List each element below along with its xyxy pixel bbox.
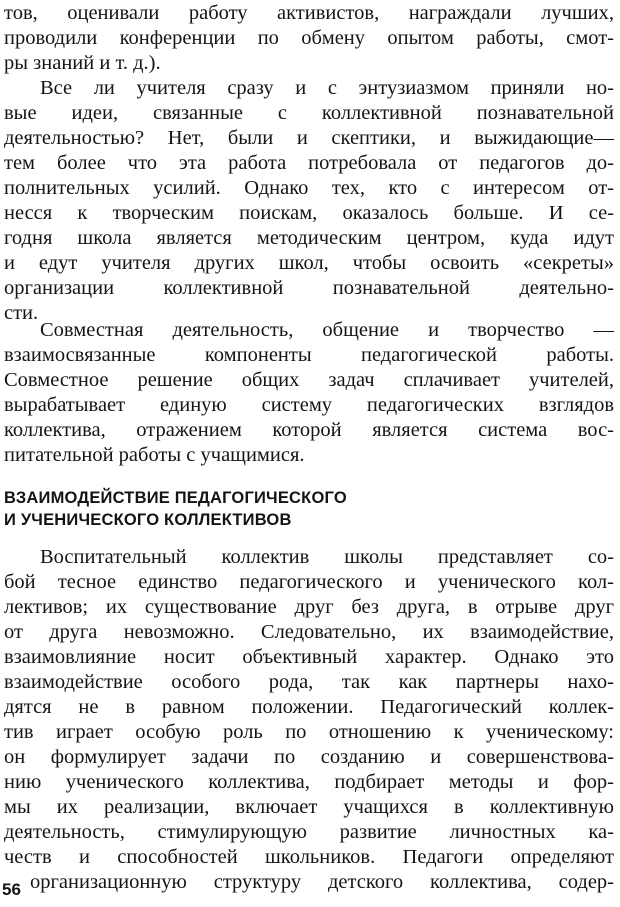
- section-heading-line: ВЗАИМОДЕЙСТВИЕ ПЕДАГОГИЧЕСКОГО: [4, 489, 347, 507]
- text-line: взаимовлияние носит объективный характер. Однако это: [4, 646, 614, 668]
- text-line: ры знаний и т. д.).: [4, 52, 161, 74]
- section-heading-line: И УЧЕНИЧЕСКОГО КОЛЛЕКТИВОВ: [4, 511, 292, 529]
- text-line: бой тесное единство педагогического и ученического кол-: [4, 571, 614, 593]
- text-line: тем более что эта работа потребовала от педагогов до-: [4, 152, 614, 174]
- text-line: питательной работы с учащимися.: [4, 444, 305, 466]
- text-line: Все ли учителя сразу и с энтузиазмом приняли но-: [40, 77, 614, 99]
- text-line: вырабатывает единую систему педагогических взглядов: [4, 394, 614, 416]
- text-line: Совместное решение общих задач сплачивает учителей,: [4, 369, 614, 391]
- text-line: лективов; их существование друг без друга, в отрыве друг: [4, 596, 614, 618]
- text-line: и едут учителя других школ, чтобы освоить «секреты»: [4, 252, 614, 274]
- text-line: проводили конференции по обмену опытом работы, смот-: [4, 27, 614, 49]
- text-line: организационную структуру детского коллектива, содер-: [30, 871, 614, 893]
- text-line: нию ученического коллектива, подбирает методы и фор-: [4, 771, 614, 793]
- text-line: тов, оценивали работу активистов, награждали лучших,: [4, 2, 614, 24]
- text-line: от друга невозможно. Следовательно, их взаимодействие,: [4, 621, 614, 643]
- text-line: организации коллективной познавательной деятельно-: [4, 277, 614, 299]
- page-number: 56: [2, 880, 21, 899]
- text-line: тив играет особую роль по отношению к ученическому:: [4, 721, 614, 743]
- text-line: коллектива, отражением которой является система вос-: [4, 419, 614, 441]
- text-line: Совместная деятельность, общение и творчество —: [40, 319, 614, 341]
- text-line: Воспитательный коллектив школы представляет со-: [40, 546, 614, 568]
- text-line: несся к творческим поискам, оказалось больше. И се-: [4, 202, 614, 224]
- text-line: взаимосвязанные компоненты педагогической работы.: [4, 344, 614, 366]
- text-line: мы их реализации, включает учащихся в коллективную: [4, 796, 614, 818]
- text-line: сти.: [4, 302, 39, 324]
- text-line: взаимодействие особого рода, так как партнеры нахо-: [4, 671, 614, 693]
- text-line: он формулирует задачи по созданию и совершенствова-: [4, 746, 614, 768]
- text-line: деятельностью? Нет, были и скептики, и выжидающие—: [4, 127, 614, 149]
- text-line: вые идеи, связанные с коллективной познавательной: [4, 102, 614, 124]
- text-line: дятся не в равном положении. Педагогический коллек-: [4, 696, 614, 718]
- text-line: полнительных усилий. Однако тех, кто с интересом от-: [4, 177, 614, 199]
- text-line: честв и способностей школьников. Педагоги определяют: [4, 846, 614, 868]
- text-line: деятельность, стимулирующую развитие личностных ка-: [4, 821, 614, 843]
- text-line: годня школа является методическим центром, куда идут: [4, 227, 614, 249]
